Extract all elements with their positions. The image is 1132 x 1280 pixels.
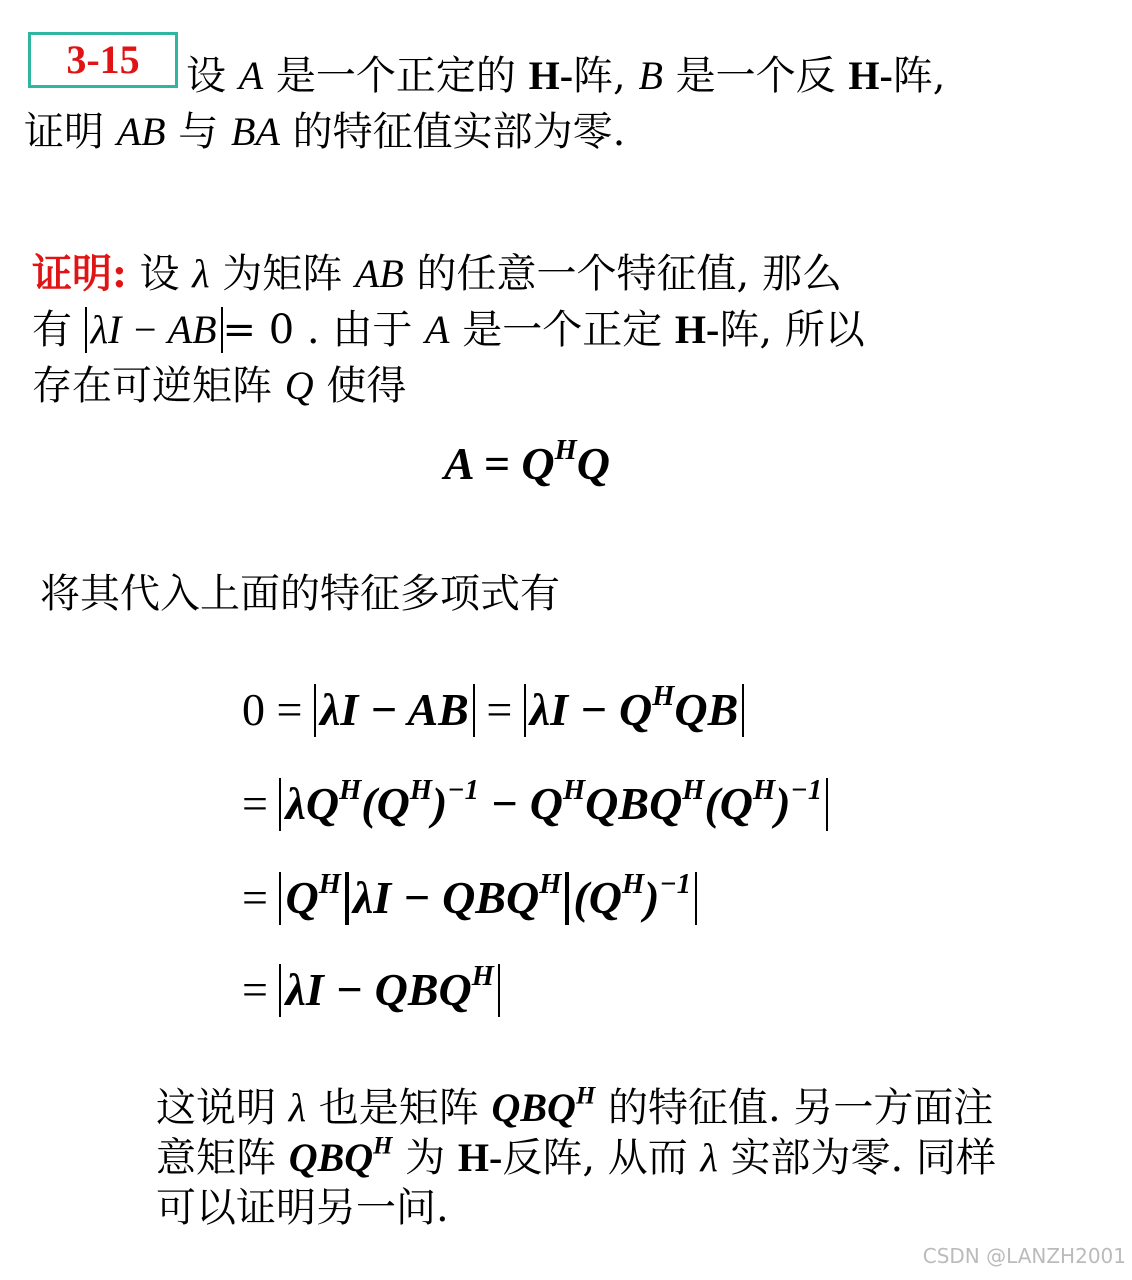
equation-row-2: = $\lambda Q^H(Q^H)^{-1} - Q^HQBQ^H(Q^H)^{-1}$ <box>242 774 828 834</box>
proof-line-3: 存在可逆矩阵 Q 使得 <box>32 363 407 409</box>
problem-number-badge: 3-15 <box>28 32 178 88</box>
equation-row-3: = $Q^H$ $\lambda I - QBQ^H$ $(Q^H)^{-1}$ <box>242 868 697 928</box>
conclusion-line-3: 可以证明另一问. <box>156 1185 449 1231</box>
determinant-lambda-i-minus-ab: λI − AB <box>85 307 223 353</box>
proof-label: 证明: <box>32 250 127 297</box>
equation-a-equals-qhq: $A = Q^HQ$ <box>444 435 610 489</box>
equation-row-4: = $\lambda I - QBQ^H$ <box>242 960 500 1020</box>
substitute-text: 将其代入上面的特征多项式有 <box>40 571 560 617</box>
equation-row-1: 0 = λI − AB = $\lambda I - Q^HQB$ <box>242 680 744 740</box>
proof-line-1: 证明: 设 λ 为矩阵 AB 的任意一个特征值, 那么 <box>32 250 842 297</box>
problem-statement-line-2: 证明 AB 与 BA 的特征值实部为零. <box>24 109 626 155</box>
proof-line-2: 有 λI − AB = 0 . 由于 A 是一个正定 H-阵, 所以 <box>32 307 865 353</box>
conclusion-line-2: 意矩阵 $QBQ^H$ 为 H-反阵, 从而 λ 实部为零. 同样 <box>156 1132 996 1181</box>
conclusion-line-1: 这说明 λ 也是矩阵 $QBQ^H$ 的特征值. 另一方面注 <box>156 1082 994 1131</box>
problem-statement-line-1: 设 A 是一个正定的 H-阵, B 是一个反 H-阵, <box>186 53 946 99</box>
watermark: CSDN @LANZH2001 <box>922 1244 1126 1268</box>
